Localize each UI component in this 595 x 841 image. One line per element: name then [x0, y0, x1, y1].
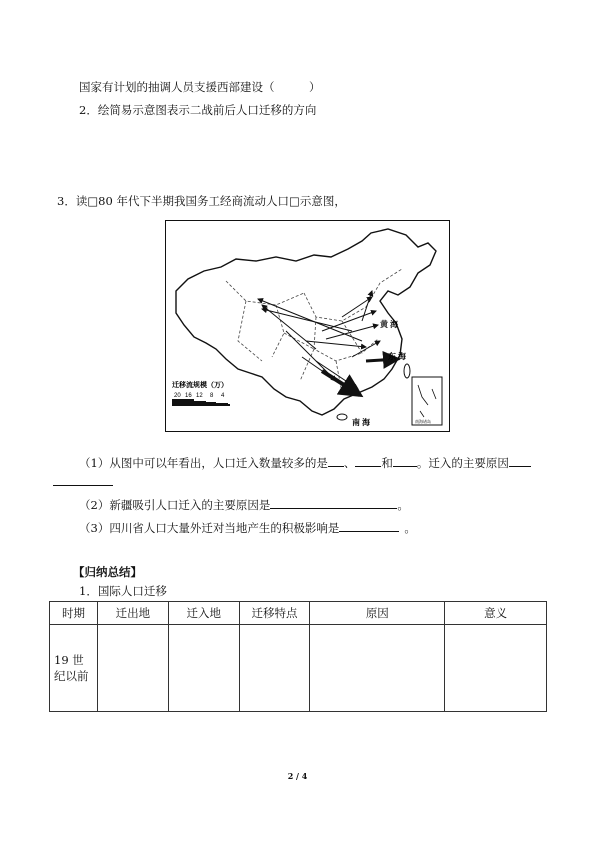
legend-bar-8: [216, 403, 224, 406]
south-sea-inset: [412, 377, 442, 425]
cell-significance[interactable]: [445, 625, 547, 712]
table-row: [50, 625, 547, 712]
legend-bar-20: [172, 399, 194, 406]
blank-6[interactable]: [270, 497, 397, 509]
table-header-row: [50, 602, 547, 625]
header-period: 时期: [50, 602, 98, 625]
page-number: 2 / 4: [287, 771, 308, 781]
blank-3[interactable]: [393, 455, 417, 467]
china-migration-map-drawing: [166, 221, 449, 431]
sub-question-1-continued: [53, 474, 113, 489]
summary-heading: 【归纳总结】: [73, 565, 142, 579]
legend-bar-12: [206, 402, 216, 406]
sub-question-3: （3）四川省人口大量外迁对当地产生的积极影响是 。: [79, 521, 416, 535]
question-1-tail: 国家有计划的抽调人员支援西部建设（ ）: [79, 80, 321, 94]
blank-5[interactable]: [53, 474, 113, 486]
legend-bar-4: [224, 404, 230, 406]
blank-4[interactable]: [509, 455, 531, 467]
sea-label-yellow: 黄 海: [380, 320, 398, 329]
cell-origin[interactable]: [97, 625, 168, 712]
header-reason: 原因: [310, 602, 445, 625]
summary-table: [49, 601, 547, 712]
legend-bar-16: [194, 401, 206, 406]
cell-reason[interactable]: [310, 625, 445, 712]
cell-features[interactable]: [239, 625, 310, 712]
cell-period: 19 世纪以前: [50, 625, 98, 712]
migration-arrows: [258, 291, 380, 393]
header-origin: 迁出地: [97, 602, 168, 625]
legend-value-12: 12: [196, 393, 203, 399]
sea-label-east: 东 海: [388, 352, 406, 361]
legend-value-20: 20: [174, 393, 181, 399]
question-2: 2．绘简易示意图表示二战前后人口迁移的方向: [79, 103, 317, 117]
sub-question-2: （2）新疆吸引人口迁入的主要原因是 。: [79, 498, 409, 512]
sub-question-1: （1）从图中可以年看出，人口迁入数量较多的是 、 和 。迁入的主要原因: [79, 455, 531, 470]
sea-label-south: 南 海: [352, 418, 370, 427]
blank-1[interactable]: [328, 455, 344, 467]
intl-migration-title: 1．国际人口迁移: [79, 584, 167, 598]
legend-value-8: 8: [210, 393, 214, 399]
migration-map: [165, 220, 450, 432]
blank-7[interactable]: [339, 520, 399, 532]
question-3-title: 3．读□80 年代下半期我国务工经商流动人口□示意图，: [57, 194, 346, 208]
header-destination: 迁入地: [168, 602, 239, 625]
legend-value-16: 16: [185, 393, 192, 399]
inset-label: 南海诸岛: [415, 419, 431, 424]
blank-2[interactable]: [355, 455, 381, 467]
cell-destination[interactable]: [168, 625, 239, 712]
legend-title: 迁移流规模（万）: [172, 381, 228, 389]
legend-value-4: 4: [221, 393, 225, 399]
header-significance: 意义: [445, 602, 547, 625]
header-features: 迁移特点: [239, 602, 310, 625]
